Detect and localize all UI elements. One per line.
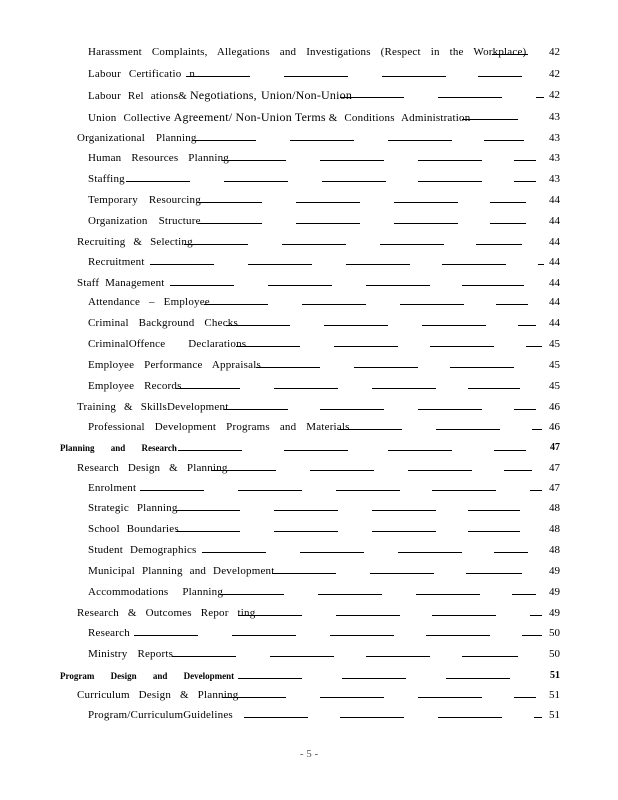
- toc-entry[interactable]: [0, 232, 618, 252]
- leader-dots: [514, 409, 536, 410]
- toc-entry-label: Curriculum Design & Planning: [77, 689, 239, 701]
- leader-dots: [430, 346, 494, 347]
- leader-dots: [468, 388, 520, 389]
- toc-entry[interactable]: [0, 685, 618, 705]
- toc-entry[interactable]: [0, 623, 618, 643]
- leader-dots: [150, 264, 214, 265]
- leader-dots: [290, 140, 354, 141]
- leader-dots: [496, 304, 528, 305]
- leader-dots: [532, 429, 542, 430]
- toc-section-heading[interactable]: [0, 666, 618, 686]
- toc-entry-page: 47: [549, 482, 560, 494]
- leader-dots: [518, 325, 536, 326]
- leader-dots: [176, 531, 240, 532]
- leader-dots: [432, 615, 496, 616]
- toc-entry[interactable]: [0, 211, 618, 231]
- toc-entry-page: 48: [549, 523, 560, 535]
- toc-entry-label: Human Resources Planning: [88, 152, 230, 164]
- toc-entry-page: 45: [549, 338, 560, 350]
- toc-entry[interactable]: [0, 292, 618, 312]
- leader-dots: [372, 388, 436, 389]
- leader-dots: [490, 223, 526, 224]
- leader-dots: [418, 181, 482, 182]
- leader-dots: [438, 717, 502, 718]
- leader-dots: [330, 635, 394, 636]
- toc-entry-page: 44: [549, 215, 560, 227]
- leader-dots: [186, 76, 250, 77]
- leader-dots: [446, 678, 510, 679]
- leader-dots: [346, 264, 410, 265]
- toc-entry-page: 46: [549, 421, 560, 433]
- leader-dots: [526, 346, 542, 347]
- leader-dots: [320, 409, 384, 410]
- toc-entry-page: 45: [549, 380, 560, 392]
- toc-entry-label: CriminalOffence Declarations: [88, 338, 247, 350]
- toc-entry-label: Organizational Planning: [77, 132, 197, 144]
- leader-dots: [300, 552, 364, 553]
- toc-entry[interactable]: [0, 417, 618, 437]
- leader-dots: [400, 304, 464, 305]
- toc-entry[interactable]: [0, 561, 618, 581]
- leader-dots: [274, 388, 338, 389]
- leader-dots: [284, 450, 348, 451]
- toc-entry[interactable]: [0, 190, 618, 210]
- leader-dots: [394, 223, 458, 224]
- leader-dots: [224, 181, 288, 182]
- toc-entry[interactable]: [0, 498, 618, 518]
- leader-dots: [366, 656, 430, 657]
- toc-entry-label: Labour Rel ations&: [88, 89, 187, 102]
- leader-dots: [512, 594, 536, 595]
- toc-entry-label: Organization Structure: [88, 215, 201, 227]
- toc-entry-label: Research: [88, 627, 130, 639]
- toc-entry[interactable]: [0, 107, 618, 127]
- toc-entry-label: Attendance – Employee: [88, 296, 210, 308]
- toc-entry-page: 51: [549, 709, 560, 721]
- toc-entry-label: Professional Development Programs and Materials: [88, 421, 350, 433]
- leader-dots: [468, 531, 520, 532]
- leader-dots: [462, 285, 524, 286]
- leader-dots: [494, 450, 526, 451]
- leader-dots: [514, 160, 536, 161]
- leader-dots: [438, 97, 502, 98]
- toc-entry-page: 51: [549, 689, 560, 701]
- leader-dots: [248, 264, 312, 265]
- leader-dots: [320, 160, 384, 161]
- leader-dots: [462, 119, 518, 120]
- toc-entry-page: 43: [549, 152, 560, 164]
- toc-entry-label: School Boundaries: [88, 523, 179, 535]
- toc-entry-page: 43: [549, 173, 560, 185]
- leader-dots: [282, 244, 346, 245]
- leader-dots: [418, 160, 482, 161]
- toc-entry-label: Planning and Research: [60, 443, 177, 453]
- toc-entry-page: 49: [549, 586, 560, 598]
- toc-entry[interactable]: [0, 313, 618, 333]
- leader-dots: [202, 552, 266, 553]
- toc-entry-label: Staffing: [88, 173, 125, 185]
- leader-dots: [484, 140, 524, 141]
- leader-dots: [422, 325, 486, 326]
- leader-dots: [134, 635, 198, 636]
- toc-entry-page: 42: [549, 68, 560, 80]
- leader-dots: [514, 181, 536, 182]
- leader-dots: [494, 552, 528, 553]
- leader-dots: [256, 367, 320, 368]
- toc-entry-page: 44: [549, 277, 560, 289]
- leader-dots: [198, 202, 262, 203]
- toc-entry-page: 47: [549, 462, 560, 474]
- toc-entry-label: Criminal Background Checks: [88, 317, 238, 329]
- leader-dots: [222, 160, 286, 161]
- toc-entry-page: 49: [549, 607, 560, 619]
- leader-dots: [492, 54, 528, 55]
- leader-dots: [296, 202, 360, 203]
- toc-entry-label: Employee Performance Appraisals: [88, 359, 261, 371]
- leader-dots: [204, 304, 268, 305]
- toc-entry-page: 48: [549, 544, 560, 556]
- leader-dots: [212, 470, 276, 471]
- toc-entry[interactable]: [0, 148, 618, 168]
- toc-entry-page: 43: [549, 111, 560, 123]
- leader-dots: [462, 656, 518, 657]
- leader-dots: [338, 429, 402, 430]
- leader-dots: [324, 325, 388, 326]
- leader-dots: [372, 510, 436, 511]
- toc-entry-label: Recruiting & Selecting: [77, 236, 193, 248]
- leader-dots: [432, 490, 496, 491]
- toc-entry-page: 44: [549, 236, 560, 248]
- leader-dots: [296, 223, 360, 224]
- toc-entry-label-group: [88, 107, 470, 128]
- toc-entry-page: 43: [549, 132, 560, 144]
- leader-dots: [184, 244, 248, 245]
- leader-dots: [372, 531, 436, 532]
- leader-dots: [238, 678, 302, 679]
- leader-dots: [274, 531, 338, 532]
- page-number-footer: - 5 -: [299, 748, 319, 760]
- leader-dots: [442, 264, 506, 265]
- toc-entry-page: 48: [549, 502, 560, 514]
- leader-dots: [342, 678, 406, 679]
- toc-entry-label-cont: Negotiations, Union/Non-Union: [189, 87, 353, 102]
- toc-entry-page: 42: [549, 46, 560, 58]
- leader-dots: [522, 635, 542, 636]
- leader-dots: [176, 510, 240, 511]
- leader-dots: [222, 697, 286, 698]
- leader-dots: [238, 615, 302, 616]
- toc-entry[interactable]: [0, 42, 618, 62]
- leader-dots: [224, 409, 288, 410]
- leader-dots: [268, 285, 332, 286]
- leader-dots: [220, 594, 284, 595]
- leader-dots: [178, 450, 242, 451]
- leader-dots: [336, 490, 400, 491]
- leader-dots: [126, 181, 190, 182]
- toc-entry-page: 47: [550, 442, 560, 453]
- toc-entry-label-cont: & Conditions Administration: [328, 111, 471, 124]
- toc-entry[interactable]: [0, 334, 618, 354]
- leader-dots: [340, 97, 404, 98]
- toc-entry[interactable]: [0, 355, 618, 375]
- toc-entry-label: Labour Certificatio n: [88, 68, 196, 80]
- toc-entry-page: 44: [549, 256, 560, 268]
- leader-dots: [490, 202, 526, 203]
- toc-entry-label: Research Design & Planning: [77, 462, 228, 474]
- leader-dots: [172, 656, 236, 657]
- leader-dots: [468, 510, 520, 511]
- toc-entry-label: Student Demographics: [88, 544, 197, 556]
- toc-entry-page: 46: [549, 401, 560, 413]
- leader-dots: [226, 325, 290, 326]
- toc-entry-page: 50: [549, 627, 560, 639]
- toc-entry-label-group: [88, 85, 352, 106]
- leader-dots: [476, 244, 522, 245]
- leader-dots: [236, 346, 300, 347]
- leader-dots: [426, 635, 490, 636]
- toc-entry[interactable]: [0, 273, 618, 293]
- leader-dots: [416, 594, 480, 595]
- toc-entry-page: 49: [549, 565, 560, 577]
- leader-dots: [450, 367, 514, 368]
- toc-entry[interactable]: [0, 519, 618, 539]
- leader-dots: [382, 76, 446, 77]
- leader-dots: [176, 388, 240, 389]
- toc-entry[interactable]: [0, 603, 618, 623]
- toc-entry[interactable]: [0, 376, 618, 396]
- toc-entry[interactable]: [0, 644, 618, 664]
- toc-entry-page: 50: [549, 648, 560, 660]
- toc-entry-label: Harassment Complaints, Allegations and Investigations (Respect in the Workplace): [88, 46, 527, 58]
- leader-dots: [478, 76, 522, 77]
- toc-entry-page: 45: [549, 359, 560, 371]
- leader-dots: [538, 264, 544, 265]
- leader-dots: [418, 697, 482, 698]
- toc-entry-label-cont: Agreement/ Non-Union Terms: [173, 109, 326, 124]
- leader-dots: [504, 470, 532, 471]
- leader-dots: [232, 635, 296, 636]
- toc-entry-label: Program Design and Development: [60, 671, 235, 681]
- toc-entry[interactable]: [0, 478, 618, 498]
- leader-dots: [340, 717, 404, 718]
- leader-dots: [536, 97, 544, 98]
- leader-dots: [310, 470, 374, 471]
- leader-dots: [244, 717, 308, 718]
- toc-entry[interactable]: [0, 64, 618, 84]
- toc-entry[interactable]: [0, 252, 618, 272]
- leader-dots: [320, 697, 384, 698]
- leader-dots: [394, 202, 458, 203]
- toc-entry[interactable]: [0, 85, 618, 105]
- toc-entry-label: Staff Management: [77, 277, 165, 289]
- toc-entry[interactable]: [0, 169, 618, 189]
- toc-entry-label: Municipal Planning and Development: [88, 565, 275, 577]
- leader-dots: [198, 223, 262, 224]
- leader-dots: [318, 594, 382, 595]
- toc-entry-label: Union Collective: [88, 111, 171, 124]
- leader-dots: [270, 656, 334, 657]
- toc-section-heading[interactable]: [0, 438, 618, 458]
- leader-dots: [534, 717, 542, 718]
- leader-dots: [322, 181, 386, 182]
- toc-entry-label: Training & SkillsDevelopment: [77, 401, 229, 413]
- toc-entry-label: Temporary Resourcing: [88, 194, 201, 206]
- toc-entry-label: Program/CurriculumGuidelines: [88, 709, 233, 721]
- leader-dots: [514, 697, 536, 698]
- toc-entry-page: 44: [549, 296, 560, 308]
- toc-entry-page: 44: [549, 317, 560, 329]
- leader-dots: [238, 490, 302, 491]
- leader-dots: [370, 573, 434, 574]
- toc-entry-label: Accommodations Planning: [88, 586, 224, 598]
- leader-dots: [140, 490, 204, 491]
- leader-dots: [302, 304, 366, 305]
- toc-entry[interactable]: [0, 582, 618, 602]
- leader-dots: [398, 552, 462, 553]
- leader-dots: [272, 573, 336, 574]
- leader-dots: [436, 429, 500, 430]
- leader-dots: [530, 615, 542, 616]
- leader-dots: [418, 409, 482, 410]
- leader-dots: [388, 140, 452, 141]
- toc-entry[interactable]: [0, 397, 618, 417]
- toc-entry-label: Strategic Planning: [88, 502, 178, 514]
- toc-entry-label: Ministry Reports: [88, 648, 174, 660]
- leader-dots: [284, 76, 348, 77]
- leader-dots: [466, 573, 522, 574]
- leader-dots: [388, 450, 452, 451]
- leader-dots: [366, 285, 430, 286]
- toc-entry[interactable]: [0, 128, 618, 148]
- leader-dots: [192, 140, 256, 141]
- toc-entry[interactable]: [0, 705, 618, 725]
- leader-dots: [380, 244, 444, 245]
- leader-dots: [274, 510, 338, 511]
- toc-entry-label: Enrolment: [88, 482, 137, 494]
- toc-entry[interactable]: [0, 540, 618, 560]
- toc-entry-page: 44: [549, 194, 560, 206]
- leader-dots: [530, 490, 542, 491]
- toc-entry-label: Recruitment: [88, 256, 145, 268]
- leader-dots: [170, 285, 234, 286]
- toc-entry-label: Research & Outcomes Repor ting: [77, 607, 256, 619]
- leader-dots: [334, 346, 398, 347]
- toc-entry-page: 51: [550, 670, 560, 681]
- toc-entry-page: 42: [549, 89, 560, 101]
- leader-dots: [408, 470, 472, 471]
- leader-dots: [336, 615, 400, 616]
- toc-entry-label: Employee Records: [88, 380, 182, 392]
- leader-dots: [354, 367, 418, 368]
- toc-entry[interactable]: [0, 458, 618, 478]
